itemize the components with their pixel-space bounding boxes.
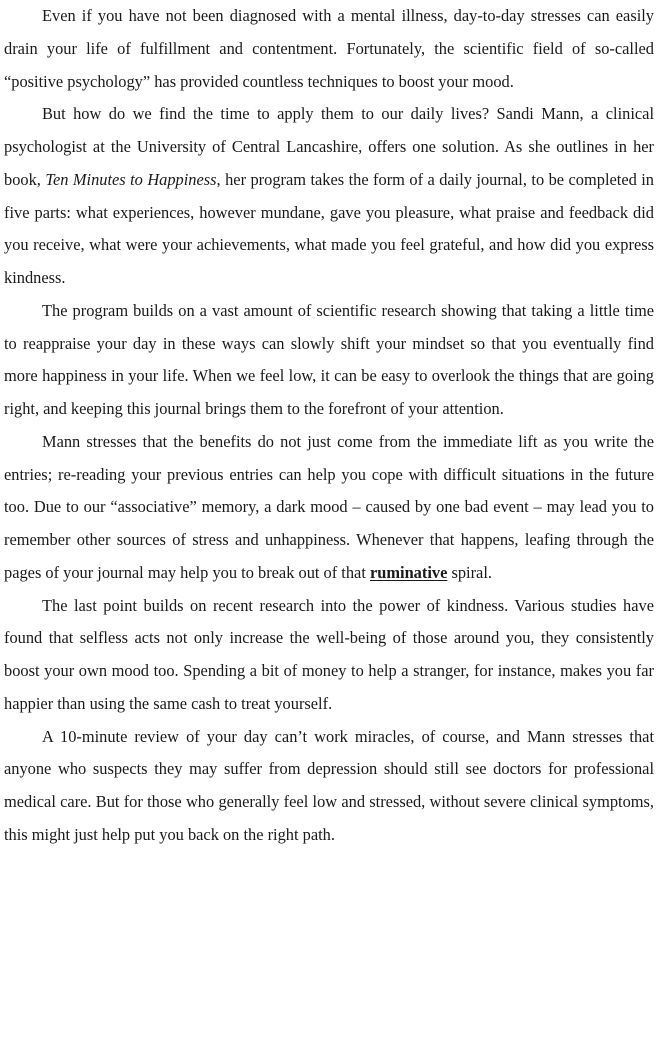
paragraph-4-text-before: Mann stresses that the benefits do not just come from the immediate lift as you write the entries; re-reading your previous entries can help you cope with difficult situations in the future too. Due to our “associative” memory, a dark mood – caused by one bad event – may lead you to remember other sources of stress and unhappiness. Whenever that happens, leafing through the pages of your journal may help you to break out of that [4,431,654,582]
paragraph-1 [4,0,654,98]
paragraph-2-text-after: , her program takes the form of a daily journal, to be completed in five parts: what experiences, however mundane, gave you pleasure, what praise and feedback did you receive, what were your achievements, what made you feel grateful, and how did you express kindness. [4,169,654,287]
paragraph-1-text: Even if you have not been diagnosed with a mental illness, day-to-day stresses can easily drain your life of fulfillment and contentment. Fortunately, the scientific field of so-called “positive psychology” has provided countless techniques to boost your mood. [4,6,654,91]
book-title: Ten Minutes to Happiness [45,169,217,189]
highlighted-word: ruminative [369,562,448,582]
paragraph-3-text: The program builds on a vast amount of scientific research showing that taking a little time to reappraise your day in these ways can slowly shift your mindset so that you eventually find more happiness in your life. When we feel low, it can be easy to overlook the things that are going right, and keeping this journal brings them to the forefront of your attention. [4,300,654,418]
paragraph-6-text: A 10-minute review of your day can’t work miracles, of course, and Mann stresses that anyone who suspects they may suffer from depression should still see doctors for professional medical care. But for those who generally feel low and stressed, without severe clinical symptoms, this might just help put you back on the right path. [4,726,654,844]
paragraph-2-text-before: But how do we find the time to apply them to our daily lives? Sandi Mann, a clinical psychologist at the University of Central Lancashire, offers one solution. As she outlines in her book, [4,104,654,189]
paragraph-5 [4,590,654,721]
paragraph-4-text-after: spiral. [447,562,492,582]
paragraph-6 [4,721,654,852]
paragraph-2 [4,98,654,295]
paragraph-5-text: The last point builds on recent research into the power of kindness. Various studies have found that selfless acts not only increase the well-being of those around you, they consistently boost your own mood too. Spending a bit of money to help a stranger, for instance, makes you far happier than using the same cash to treat yourself. [4,595,654,713]
paragraph-3 [4,295,654,426]
paragraph-4 [4,426,654,590]
